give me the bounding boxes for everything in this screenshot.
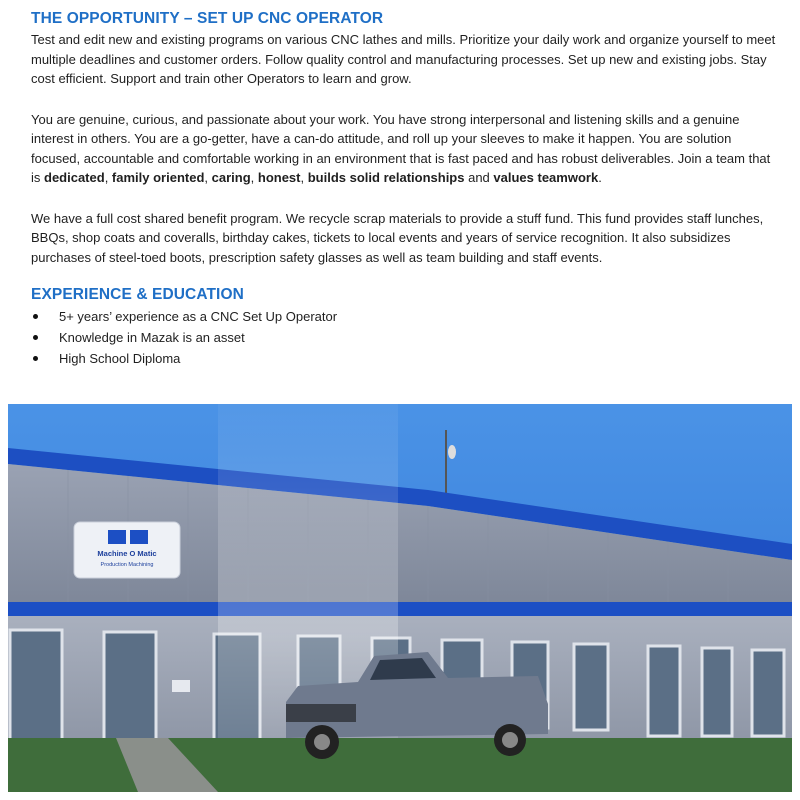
job-posting xyxy=(31,10,776,369)
list-item xyxy=(31,306,776,327)
sign-name: Machine O Matic xyxy=(97,549,157,558)
value-builds-relationships: builds solid relationships xyxy=(307,170,465,185)
bullet-icon xyxy=(33,335,38,340)
experience-heading: EXPERIENCE & EDUCATION xyxy=(31,286,244,303)
building-photo xyxy=(8,404,792,792)
paragraph-2-intro: You are genuine, curious, and passionate about your work. You have strong interpersonal and listening skills and a genuine interest in others. You are a go-getter, have a can-do attitude, and roll up your sleeves to make it happen. You are solution focused, accountable and comfortable working in an environment that is fast paced and has robust deliverables. Join a team that is xyxy=(31,111,771,185)
list-item xyxy=(31,348,776,369)
sign-subtitle: Production Machining xyxy=(100,562,154,568)
opportunity-paragraph-2: You are genuine, curious, and passionate about your work. You have strong interpersonal and listening skills and a genuine interest in others. You are a go-getter, have a can-do attitude, and roll up your sleeves to make it happen. You are solution focused, accountable and comfortable working in an environment that is fast paced and has robust deliverables. Join a team that is dedicated, family oriented, caring, honest, builds solid relationships and values teamwork. xyxy=(31,111,771,185)
list-item-text: 5+ years’ experience as a CNC Set Up Operator xyxy=(59,309,338,324)
value-teamwork: values teamwork xyxy=(493,170,599,185)
opportunity-heading: THE OPPORTUNITY – SET UP CNC OPERATOR xyxy=(31,10,384,27)
antenna-dish xyxy=(448,445,456,459)
opportunity-paragraph-1: Test and edit new and existing programs on various CNC lathes and mills. Prioritize your daily work and organize yourself to meet multiple deadlines and customer orders. Follow quality control and manufacturing processes. Set up new and existing jobs. Stay cost efficient. Support and train other Operators to learn and grow. xyxy=(31,32,776,86)
opportunity-paragraph-3: We have a full cost shared benefit program. We recycle scrap materials to provide a stuff fund. This fund provides staff lunches, BBQs, shop coats and coveralls, birthday cakes, tickets to local events and years of service recognition. It also subsidizes purchases of steel-toed boots, prescription safety glasses as well as team building and staff events. xyxy=(31,210,764,265)
bullet-icon xyxy=(33,356,38,361)
value-family-oriented: family oriented xyxy=(111,170,205,185)
mid-stripe xyxy=(8,602,792,616)
company-sign xyxy=(74,522,180,578)
logo-icon xyxy=(130,530,148,544)
value-caring: caring xyxy=(211,170,251,185)
building-photo-illustration xyxy=(8,404,792,792)
list-item-text: High School Diploma xyxy=(59,351,181,366)
list-item-text: Knowledge in Mazak is an asset xyxy=(59,330,245,345)
list-item xyxy=(31,327,776,348)
experience-list xyxy=(31,306,776,369)
value-dedicated: dedicated xyxy=(44,170,105,185)
bullet-icon xyxy=(33,314,38,319)
mailbox xyxy=(172,680,190,692)
value-honest: honest xyxy=(257,170,301,185)
logo-icon xyxy=(108,530,126,544)
